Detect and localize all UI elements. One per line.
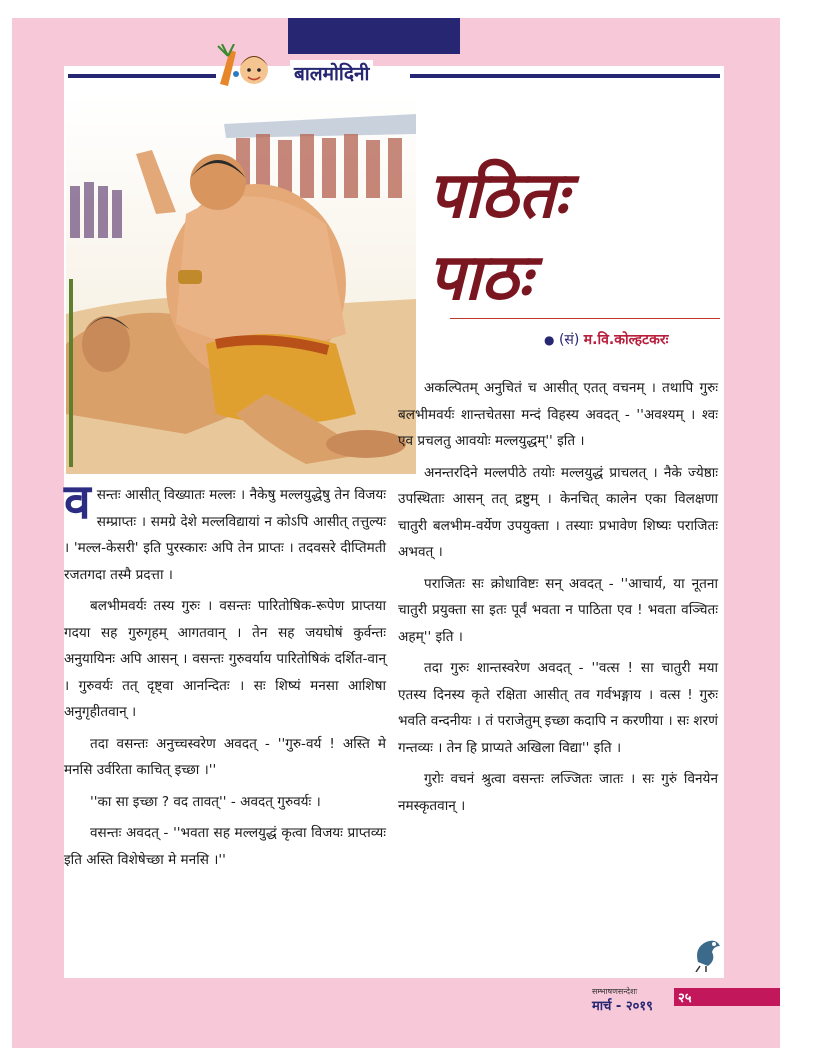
footer-magazine: सम्भाषणसन्देशः: [592, 987, 638, 996]
paragraph: अकल्पितम् अनुचितं च आसीत् एतत् वचनम् । तथापि गुरुः बलभीमवर्यः शान्तचेतसा मन्दं विहस्य अवदत् - ''अवश्यम् । श्वः एव प्रचलतु आवयोः मल्लयुद्धम्'' इति ।: [398, 380, 718, 449]
author-name: म.वि.कोल्हटकरः: [583, 332, 669, 348]
paragraph: अनन्तरदिने मल्लपीठे तयोः मल्लयुद्धं प्राचलत् । नैके ज्येष्ठाः उपस्थिताः आसन् तत् द्रष्टुम् । केनचित् कालेन एका विलक्षणा चातुरी बलभीम-वर्येण उपयुक्ता । तस्याः प्रभावेण शिष्यः पराजितः अभवत् ।: [398, 464, 718, 560]
footer-date: मार्च - २०१९: [592, 999, 653, 1014]
header-rule-left: [68, 74, 216, 78]
magazine-mascot-icon: [214, 44, 276, 92]
paragraph: वसन्तः अवदत् - ''भवता सह मल्लयुद्धं कृत्वा विजयः प्राप्तव्यः इति अस्ति विशेषेच्छा मे मनसि ।'': [64, 825, 386, 868]
paragraph: [64, 474, 386, 588]
paragraph: बलभीमवर्यः तस्य गुरुः । वसन्तः पारितोषिक-रूपेण प्राप्तया गदया सह गुरुगृहम् आगतवान् । तेन सह जयघोषं कुर्वन्तः अनुयायिनः अपि आसन् । वसन्तः गुरुवर्याय पारितोषिकं दर्शित-वान् । गुरुवर्यः तत् दृष्ट्वा आनन्दितः । सः शिष्यं मनसा आशिषा अनुगृहीतवान् ।: [64, 598, 386, 720]
paragraph: तदा वसन्तः अनुच्चस्वरेण अवदत् - ''गुरु-वर्य ! अस्ति मे मनसि उर्वरिता काचित् इच्छा ।'': [64, 735, 386, 778]
drop-cap: व: [64, 474, 91, 530]
paragraph: ''का सा इच्छा ? वद तावत्'' - अवदत् गुरुवर्यः ।: [90, 793, 321, 810]
byline: [544, 330, 668, 349]
page-number: २५: [678, 991, 692, 1006]
bird-ornament-icon: [690, 932, 724, 972]
paragraph-text: सन्तः आसीत् विख्यातः मल्लः । नैकेषु मल्लयुद्धेषु तेन विजयः सम्प्राप्तः । समग्रे देशे मल्लविद्यायां न कोऽपि आसीत् तत्तुल्यः । 'मल्ल-केसरी' इति पुरस्कारः अपि तेन प्राप्तः । तदवसरे दीप्तिमती रजतगदा तस्मै प्रदत्ता ।: [64, 487, 386, 583]
image-accent-bar: [69, 279, 73, 467]
article-title: [428, 155, 568, 319]
title-line-1: पठितः: [428, 158, 568, 233]
title-line-2: पाठः: [428, 240, 532, 315]
wrestling-illustration: [66, 94, 416, 474]
paragraph: गुरोः वचनं श्रुत्वा वसन्तः लज्जितः जातः । सः गुरुं विनयेन नमस्कृतवान् ।: [398, 771, 718, 814]
byline-rule: [450, 318, 720, 319]
paragraph: पराजितः सः क्रोधाविष्टः सन् अवदत् - ''आचार्य, या नूतना चातुरी प्रयुक्ता सा इतः पूर्वं भवता न पाठिता एव ! भवता वञ्चितः अहम्'' इति ।: [398, 575, 718, 645]
magazine-name: बालमोदिनी: [290, 60, 373, 86]
bullet-icon: ●: [544, 333, 555, 347]
byline-prefix: (सं): [558, 332, 580, 348]
article-column-left: [64, 474, 386, 878]
top-color-tab: [288, 18, 460, 54]
header-rule-right: [410, 74, 720, 78]
paragraph: तदा गुरुः शान्तस्वरेण अवदत् - ''वत्स ! सा चातुरी मया एतस्य दिनस्य कृते रक्षिता आसीत् तव गर्वभङ्गाय । वत्स ! गुरुः भवति वन्दनीयः । तं पराजेतुम् इच्छा कदापि न करणीया । सः शरणं गन्तव्यः । तेन हि प्राप्यते अखिला विद्या'' इति ।: [398, 660, 718, 756]
article-column-right: [398, 375, 718, 824]
